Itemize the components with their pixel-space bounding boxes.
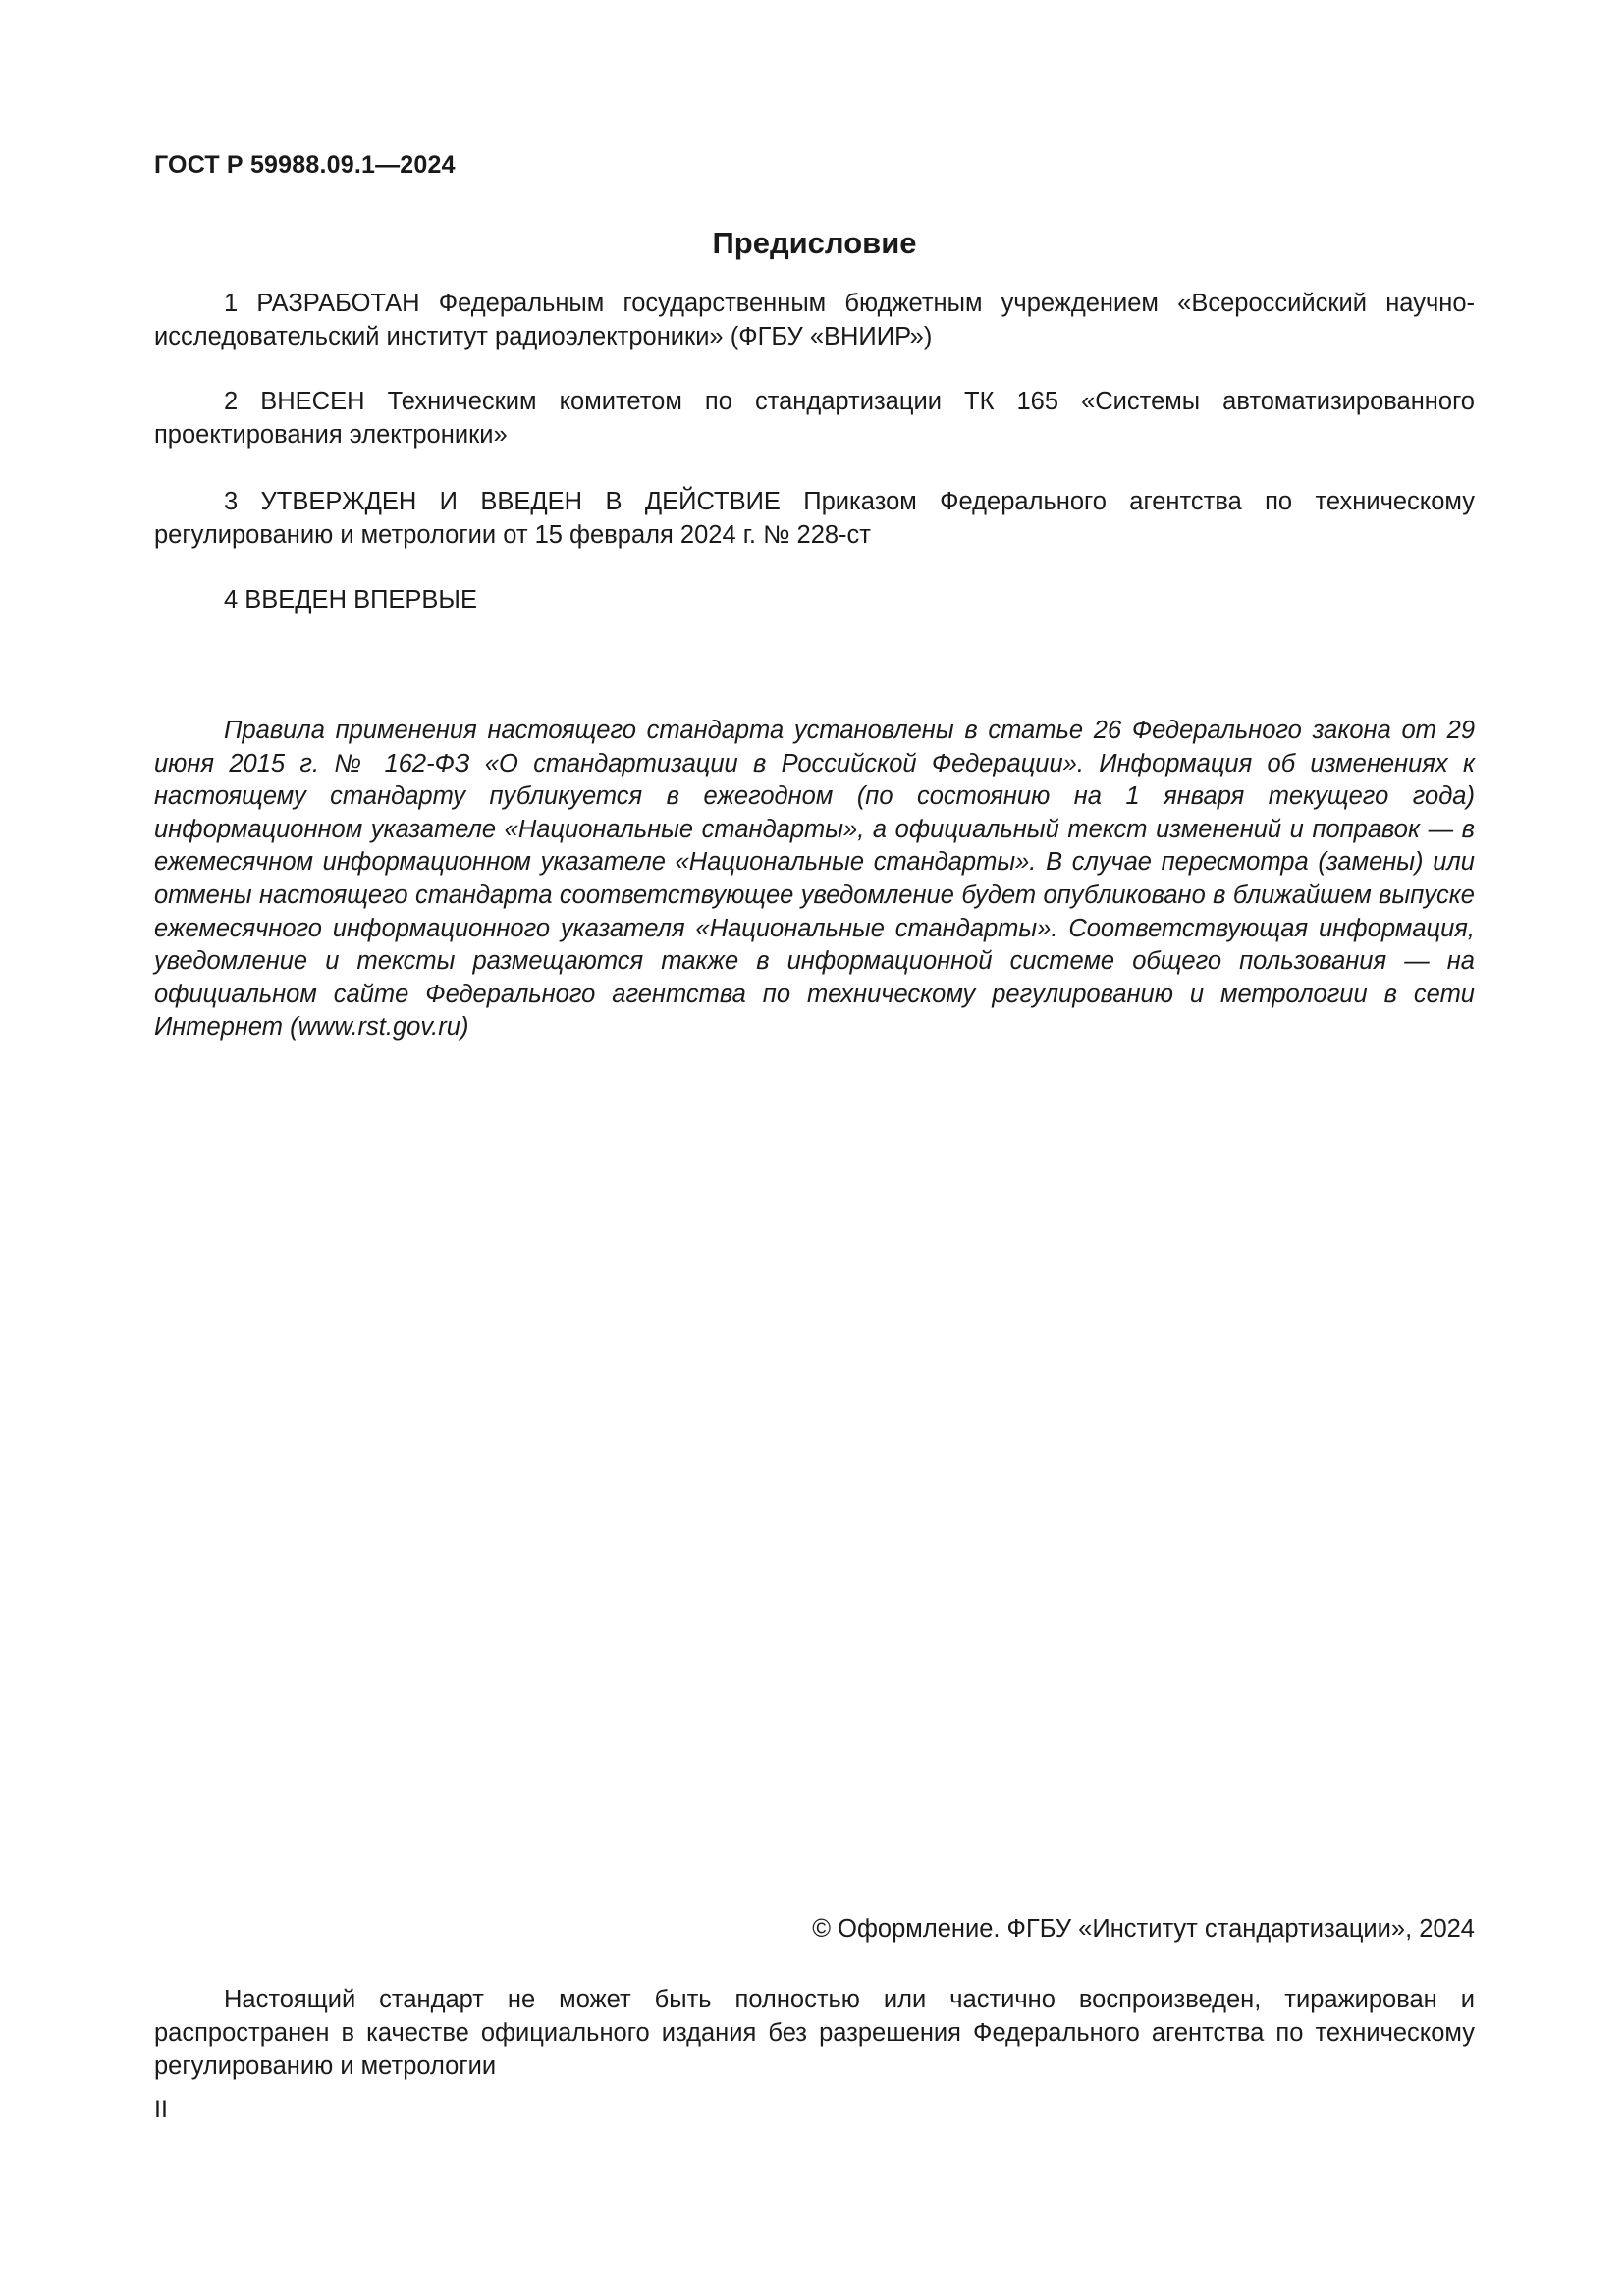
foreword-item-3: 3 УТВЕРЖДЕН И ВВЕДЕН В ДЕЙСТВИЕ Приказом Федерального агентства по техническому регулированию и метрологии от 15 февраля 2024 г. № 228-ст xyxy=(154,488,1475,549)
foreword-item-4: 4 ВВЕДЕН ВПЕРВЫЕ xyxy=(224,586,478,614)
reproduction-notice: Настоящий стандарт не может быть полностью или частично воспроизведен, тиражирован и распространен в качестве официального издания без разрешения Федерального агентства по техническому регулированию и метрологии xyxy=(154,1986,1475,2080)
foreword-item-1: 1 РАЗРАБОТАН Федеральным государственным бюджетным учреждением «Всероссийский научно-исследовательский институт радиоэлектроники» (ФГБУ «ВНИИР») xyxy=(154,290,1475,350)
copyright-notice: © Оформление. ФГБУ «Институт стандартизации», 2024 xyxy=(812,1915,1475,1943)
page-number: II xyxy=(154,2096,168,2123)
page-title: Предисловие xyxy=(712,226,917,260)
document-code: ГОСТ Р 59988.09.1—2024 xyxy=(154,151,456,179)
rules-note: Правила применения настоящего стандарта установлены в статье 26 Федерального закона от 29 июня 2015 г. № 162-ФЗ «О стандартизации в Российской Федерации». Информация об изменениях к настоящему стандарту публикуется в ежегодном (по состоянию на 1 января текущего года) информационном указателе «Национальные стандарты», а официальный текст изменений и поправок — в ежемесячном информационном указателе «Национальные стандарты». В случае пересмотра (замены) или отмены настоящего стандарта соответствующее уведомление будет опубликовано в ближайшем выпуске ежемесячного информационного указателя «Национальные стандарты». Соответствующая информация, уведомление и тексты размещаются также в информационной системе общего пользования — на официальном сайте Федерального агентства по техническому регулированию и метрологии в сети Интернет (www.rst.gov.ru) xyxy=(154,717,1475,1041)
foreword-item-2: 2 ВНЕСЕН Техническим комитетом по стандартизации ТК 165 «Системы автоматизированного проектирования электроники» xyxy=(154,388,1475,449)
